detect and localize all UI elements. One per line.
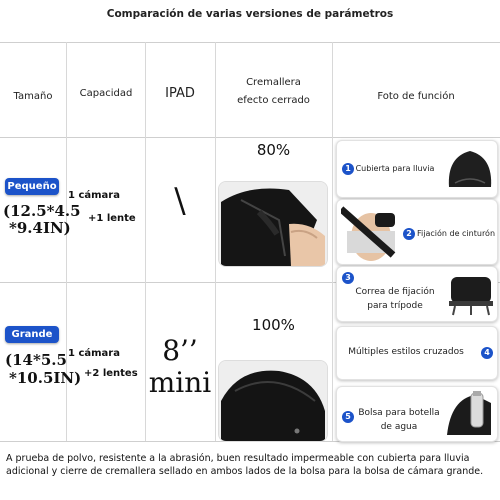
footer-description: A prueba de polvo, resistente a la abrasión, buen resultado impermeable con cubierta para lluvia adicional y cierre de cremallera sellado en ambos lados de la bolsa para la bolsa de cámara grande.	[6, 453, 484, 477]
header-ipad: IPAD	[165, 86, 195, 101]
header-capacity: Capacidad	[79, 88, 133, 99]
feature-card-cross-styles	[336, 326, 498, 380]
capacity-small-line1: 1 cámara	[68, 190, 120, 201]
feature-label-rain-cover: Cubierta para lluvia	[355, 164, 435, 173]
feature-card-belt	[336, 199, 498, 265]
bag-photo-large	[218, 360, 328, 442]
feature-number-3: 3	[342, 272, 354, 284]
bag-closed-illustration	[219, 182, 327, 266]
bag-photo-small	[218, 181, 328, 267]
header-bottom-rule	[0, 137, 500, 138]
feature-label-cross-styles: Múltiples estilos cruzados	[348, 347, 464, 357]
feature-label-tripod-line1: Correa de fijación	[355, 287, 435, 297]
capacity-small-line2: +1 lente	[88, 213, 136, 224]
feature-card-tripod	[336, 266, 498, 322]
page-title: Comparación de varias versiones de parámetros	[106, 8, 394, 20]
feature-number-5: 5	[342, 411, 354, 423]
capacity-large-line2: +2 lentes	[84, 368, 138, 379]
header-top-rule	[0, 42, 500, 43]
bag-closed-illustration	[219, 361, 327, 441]
ipad-large-line1: 8’’	[162, 334, 198, 367]
dimensions-small-line2: *9.4IN)	[9, 219, 71, 237]
zipper-pct-small: 80%	[256, 141, 291, 159]
feature-card-bottle	[336, 386, 498, 442]
header-zipper-line2: efecto cerrado	[237, 95, 310, 106]
header-features: Foto de función	[377, 91, 455, 102]
feature-number-4: 4	[481, 347, 493, 359]
feature-label-bottle-line2: de agua	[380, 422, 418, 432]
rain-cover-icon	[445, 147, 495, 193]
dimensions-small-line1: (12.5*4.5	[3, 202, 81, 220]
feature-label-bottle-line1: Bolsa para botella	[358, 408, 440, 418]
header-zipper-line1: Cremallera	[246, 77, 301, 88]
feature-number-1: 1	[342, 163, 354, 175]
capacity-large-line1: 1 cámara	[68, 348, 120, 359]
size-badge-small: Pequeño	[5, 178, 59, 195]
water-bottle-icon	[445, 391, 495, 437]
belt-model-icon	[341, 203, 397, 261]
feature-card-rain-cover	[336, 140, 498, 198]
tripod-bag-icon	[447, 271, 495, 317]
ipad-large-line2: mini	[148, 366, 212, 399]
feature-label-tripod-line2: para trípode	[367, 301, 423, 311]
ipad-small-value: \	[174, 181, 186, 221]
dimensions-large-line2: *10.5IN)	[9, 369, 82, 387]
zipper-pct-large: 100%	[252, 316, 295, 334]
feature-number-2: 2	[403, 228, 415, 240]
dimensions-large-line1: (14*5.5	[5, 351, 67, 369]
header-size: Tamaño	[13, 91, 53, 102]
size-badge-large: Grande	[5, 326, 59, 343]
feature-label-belt: Fijación de cinturón	[417, 229, 496, 238]
